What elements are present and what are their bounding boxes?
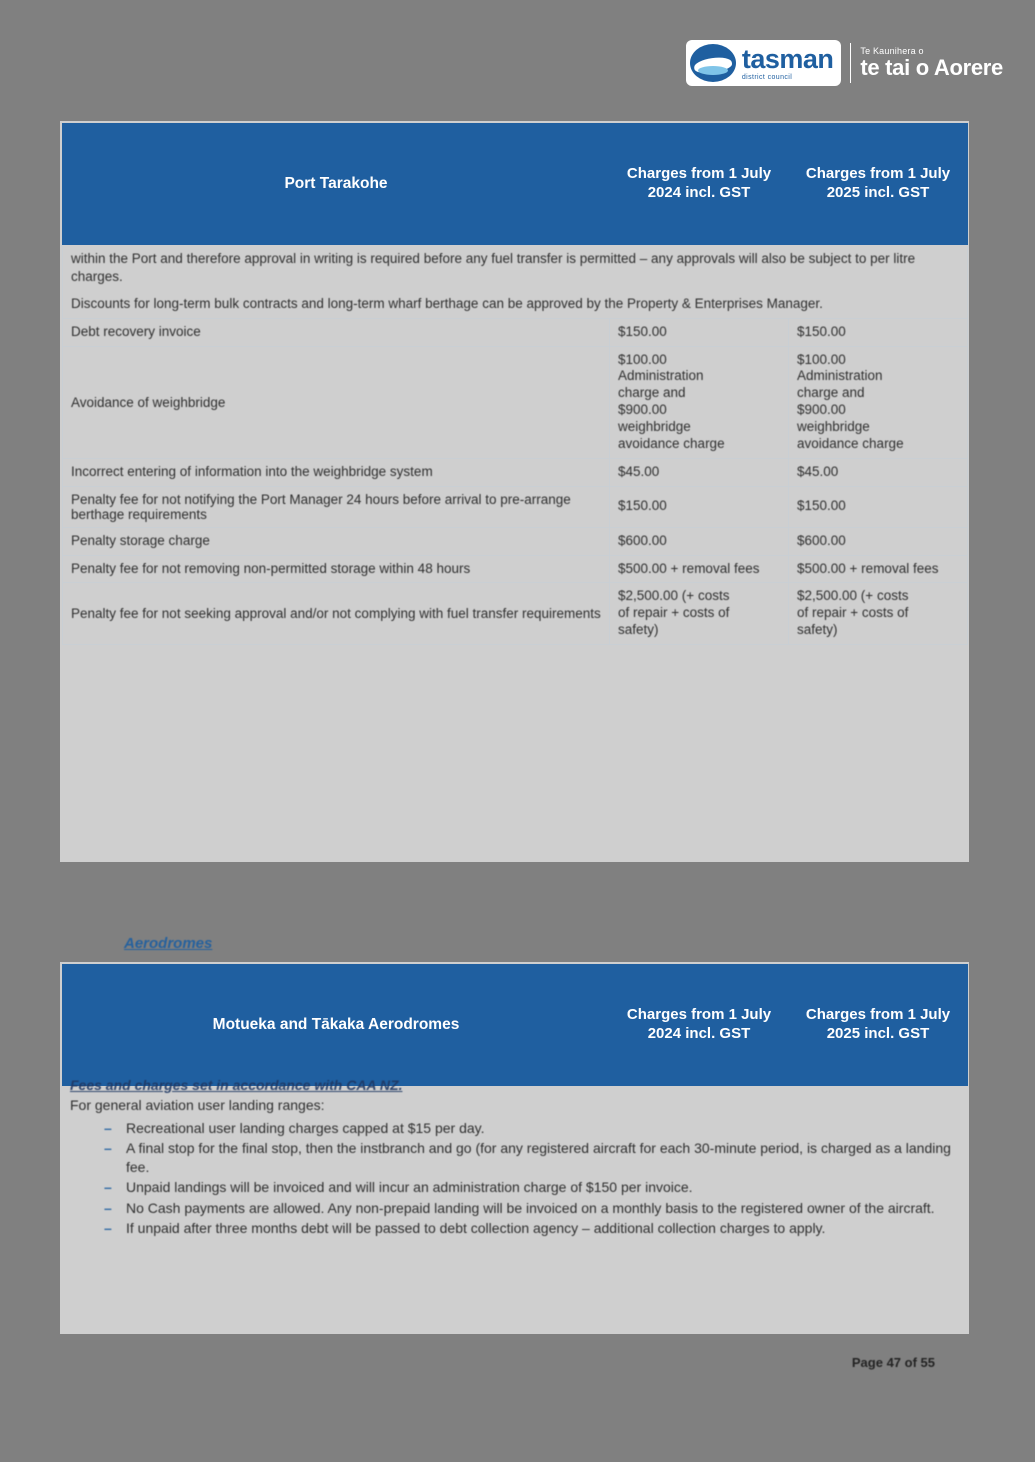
table-header-row bbox=[63, 124, 968, 245]
charge-line: avoidance charge bbox=[618, 435, 725, 451]
charge-line: safety) bbox=[618, 622, 659, 638]
header-charges-2024: Charges from 1 July 2024 incl. GST bbox=[610, 124, 789, 245]
table-row bbox=[63, 458, 968, 486]
header-charges-2025: Charges from 1 July 2025 incl. GST bbox=[789, 124, 968, 245]
charge-line: $150.00 bbox=[618, 498, 667, 514]
intro-paragraph-2: Discounts for long-term bulk contracts and long-term wharf berthage can be approved by the Property & Enterprises Manager. bbox=[71, 296, 823, 312]
row-charge-2025 bbox=[789, 486, 968, 527]
logo-maori bbox=[860, 46, 1003, 79]
logo-text bbox=[741, 43, 834, 81]
charge-line: $2,500.00 (+ costs bbox=[797, 588, 909, 604]
charge-line: $600.00 bbox=[618, 532, 667, 548]
charge-line: avoidance charge bbox=[797, 435, 904, 451]
aerodromes-fees-table bbox=[62, 964, 968, 1086]
aerodrome-notes-subtitle: For general aviation user landing ranges: bbox=[70, 1096, 325, 1113]
row-charge-2024 bbox=[610, 458, 789, 486]
wave-icon bbox=[690, 44, 736, 82]
header-aerodromes: Motueka and Tākaka Aerodromes bbox=[63, 965, 610, 1086]
row-charge-2025 bbox=[789, 527, 968, 555]
charge-line: charge and bbox=[618, 385, 686, 401]
list-item: – No Cash payments are allowed. Any non-prepaid landing will be invoiced on a monthly basis to the registered owner of the aircraft. bbox=[126, 1199, 960, 1217]
charge-line: $45.00 bbox=[618, 463, 660, 479]
port-tarakohe-fees-table bbox=[62, 123, 968, 645]
aerodrome-bullet-list bbox=[70, 1119, 960, 1238]
list-item: – A final stop for the final stop, then the instbranch and go (for any registered aircraft for each 30-minute period, is charged as a landing fee. bbox=[126, 1139, 960, 1176]
header-charges-2025: Charges from 1 July 2025 incl. GST bbox=[789, 965, 968, 1086]
charge-line: safety) bbox=[797, 622, 838, 638]
table-row bbox=[63, 486, 968, 527]
charge-line: Administration bbox=[797, 368, 883, 384]
row-charge-2025 bbox=[789, 318, 968, 346]
logo-divider bbox=[850, 43, 851, 83]
row-charge-2025 bbox=[789, 583, 968, 645]
charge-line: $45.00 bbox=[797, 463, 839, 479]
charge-line: weighbridge bbox=[618, 419, 691, 435]
charge-line: weighbridge bbox=[797, 419, 870, 435]
page-number-footer: Page 47 of 55 bbox=[851, 1355, 935, 1370]
logo-badge bbox=[686, 40, 842, 86]
list-item: – If unpaid after three months debt will be passed to debt collection agency – additional collection charges to apply. bbox=[126, 1219, 960, 1237]
row-item-label: Penalty fee for not removing non-permitted storage within 48 hours bbox=[63, 555, 610, 583]
aerodrome-notes-lead: Fees and charges set in accordance with CAA NZ. bbox=[70, 1077, 403, 1093]
logo-maori-main: te tai o Aorere bbox=[860, 55, 1003, 81]
table-row bbox=[63, 527, 968, 555]
charge-line: of repair + costs of bbox=[618, 605, 730, 621]
row-item-label: Avoidance of weighbridge bbox=[63, 346, 610, 458]
list-item: – Unpaid landings will be invoiced and will incur an administration charge of $150 per invoice. bbox=[126, 1178, 960, 1196]
table-row bbox=[63, 318, 968, 346]
header-port-tarakohe: Port Tarakohe bbox=[63, 124, 610, 245]
row-charge-2024 bbox=[610, 486, 789, 527]
row-item-label: Penalty fee for not seeking approval and/or not complying with fuel transfer requirements bbox=[63, 583, 610, 645]
charge-line: $150.00 bbox=[797, 498, 846, 514]
table-row bbox=[63, 555, 968, 583]
charge-line: $900.00 bbox=[797, 402, 846, 418]
row-item-label: Penalty storage charge bbox=[63, 527, 610, 555]
row-item-label: Incorrect entering of information into the weighbridge system bbox=[63, 458, 610, 486]
charge-line: $900.00 bbox=[618, 402, 667, 418]
charge-line: $600.00 bbox=[797, 532, 846, 548]
table-row bbox=[63, 583, 968, 645]
charge-line: Administration bbox=[618, 368, 704, 384]
charge-line: $150.00 bbox=[797, 323, 846, 339]
row-charge-2025 bbox=[789, 555, 968, 583]
charge-line: $500.00 + removal fees bbox=[618, 560, 760, 576]
aerodrome-notes bbox=[70, 1076, 960, 1240]
row-item-label: Debt recovery invoice bbox=[63, 318, 610, 346]
council-logo bbox=[686, 36, 1003, 90]
table-header-row bbox=[63, 965, 968, 1086]
row-charge-2024 bbox=[610, 583, 789, 645]
intro-paragraphs-cell bbox=[63, 245, 968, 319]
charge-line: $100.00 bbox=[797, 351, 846, 367]
header-charges-2024: Charges from 1 July 2024 incl. GST bbox=[610, 965, 789, 1086]
charge-line: $150.00 bbox=[618, 323, 667, 339]
row-charge-2025 bbox=[789, 458, 968, 486]
row-item-label: Penalty fee for not notifying the Port Manager 24 hours before arrival to pre-arrange berthage requirements bbox=[63, 486, 610, 527]
row-charge-2025 bbox=[789, 346, 968, 458]
row-charge-2024 bbox=[610, 346, 789, 458]
intro-paragraph-1: within the Port and therefore approval in writing is required before any fuel transfer is permitted – any approvals will also be subject to per litre charges. bbox=[71, 251, 916, 284]
aerodromes-section-heading: Aerodromes bbox=[124, 935, 213, 952]
charge-line: of repair + costs of bbox=[797, 605, 909, 621]
logo-brand-name: tasman bbox=[741, 43, 834, 74]
logo-maori-top: Te Kaunihera o bbox=[860, 46, 924, 57]
charge-line: $2,500.00 (+ costs bbox=[618, 588, 730, 604]
row-charge-2024 bbox=[610, 318, 789, 346]
charge-line: $100.00 bbox=[618, 351, 667, 367]
table-row bbox=[63, 245, 968, 319]
row-charge-2024 bbox=[610, 555, 789, 583]
table-row bbox=[63, 346, 968, 458]
charge-line: charge and bbox=[797, 385, 865, 401]
charge-line: $500.00 + removal fees bbox=[797, 560, 939, 576]
logo-brand-sub: district council bbox=[741, 73, 793, 81]
row-charge-2024 bbox=[610, 527, 789, 555]
list-item: – Recreational user landing charges capped at $15 per day. bbox=[126, 1119, 960, 1137]
